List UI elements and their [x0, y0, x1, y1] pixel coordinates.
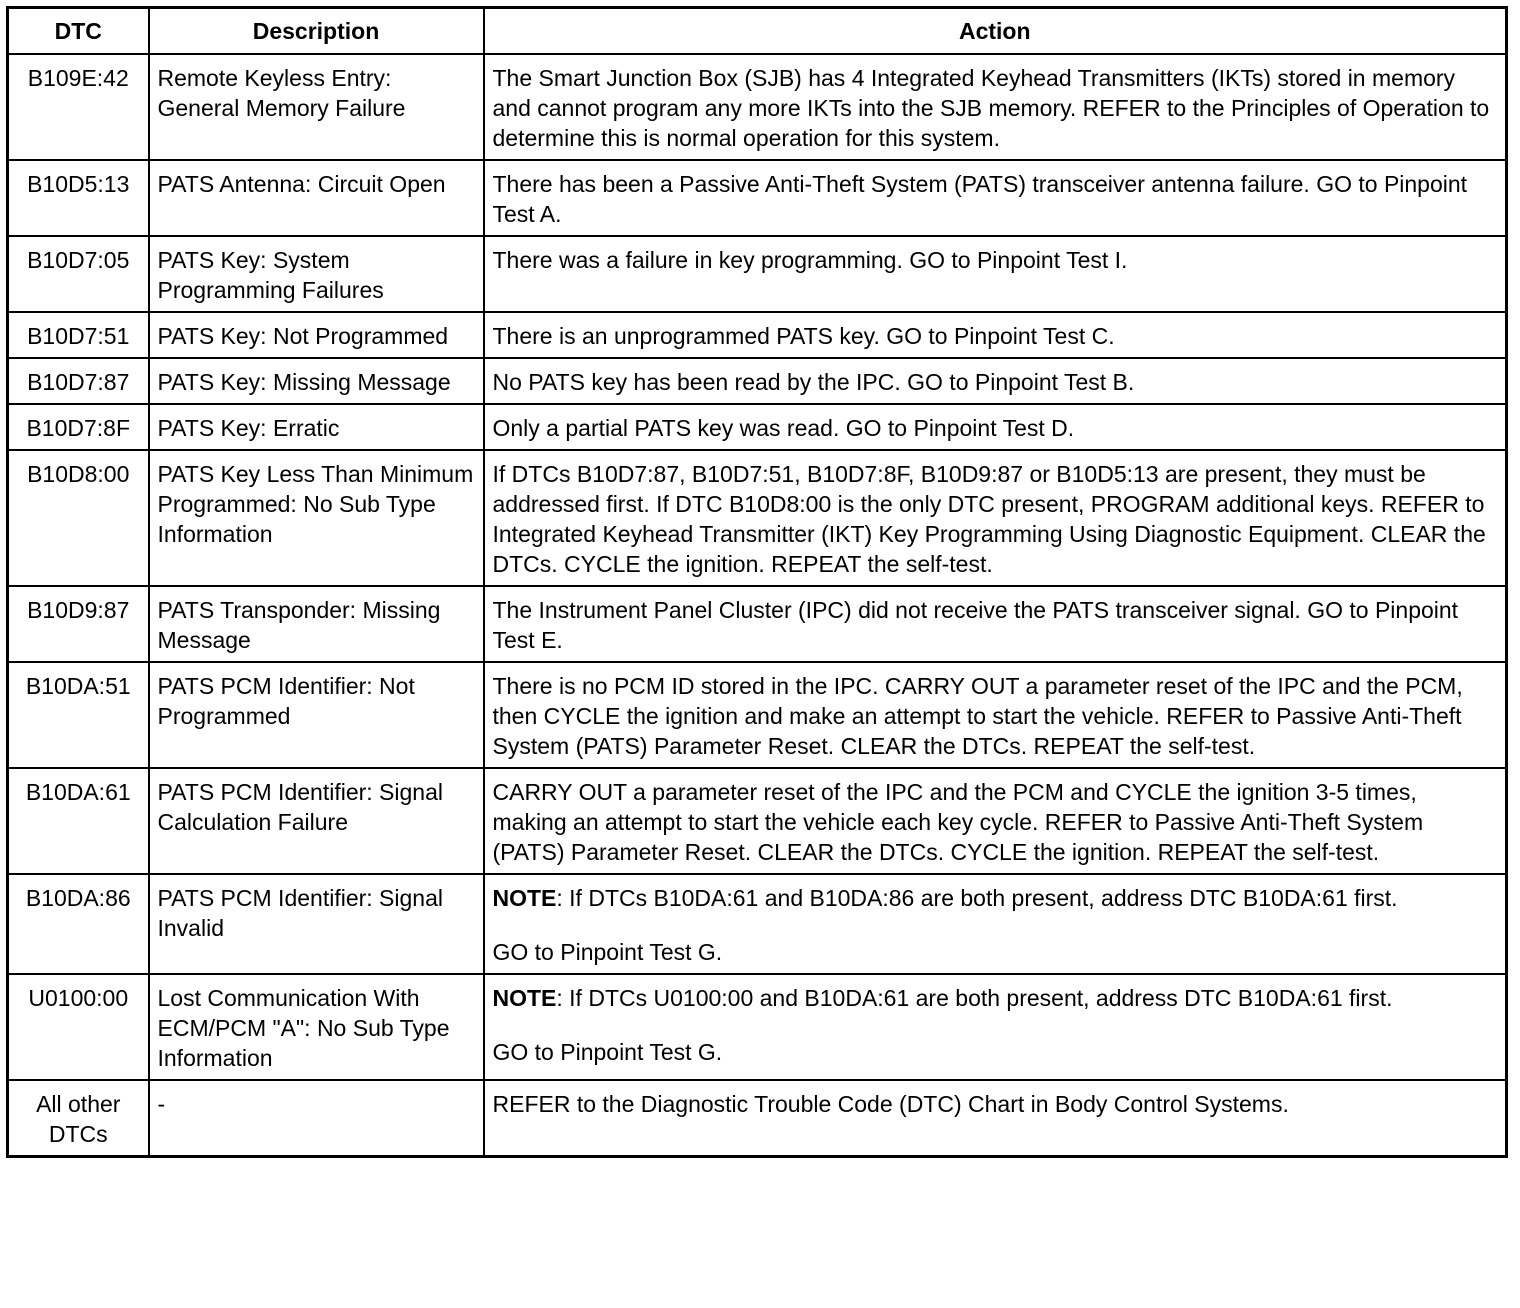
dtc-action: CARRY OUT a parameter reset of the IPC and the PCM and CYCLE the ignition 3-5 times, making an attempt to start the vehicle each key cycle. REFER to Passive Anti-Theft System (PATS) Parameter Reset. CLEAR the DTCs. CYCLE the ignition. REPEAT the self-test. [484, 768, 1507, 874]
dtc-action [484, 974, 1507, 1080]
table-row [8, 54, 1507, 160]
dtc-description: PATS Key Less Than Minimum Programmed: No Sub Type Information [149, 450, 484, 586]
dtc-action: No PATS key has been read by the IPC. GO to Pinpoint Test B. [484, 358, 1507, 404]
dtc-description: PATS PCM Identifier: Not Programmed [149, 662, 484, 768]
dtc-description: Remote Keyless Entry: General Memory Failure [149, 54, 484, 160]
dtc-description: PATS Key: Not Programmed [149, 312, 484, 358]
dtc-description: PATS PCM Identifier: Signal Invalid [149, 874, 484, 974]
dtc-code: B10D8:00 [8, 450, 149, 586]
note-label: NOTE [492, 985, 557, 1011]
dtc-description: PATS PCM Identifier: Signal Calculation Failure [149, 768, 484, 874]
dtc-description: PATS Key: Erratic [149, 404, 484, 450]
note-label: NOTE [492, 885, 557, 911]
dtc-code: B10D7:05 [8, 236, 149, 312]
dtc-action: The Instrument Panel Cluster (IPC) did not receive the PATS transceiver signal. GO to Pinpoint Test E. [484, 586, 1507, 662]
table-row [8, 974, 1507, 1080]
dtc-action: There has been a Passive Anti-Theft System (PATS) transceiver antenna failure. GO to Pinpoint Test A. [484, 160, 1507, 236]
note-text: : If DTCs U0100:00 and B10DA:61 are both present, address DTC B10DA:61 first. [556, 985, 1393, 1011]
table-row [8, 586, 1507, 662]
dtc-description: Lost Communication With ECM/PCM "A": No Sub Type Information [149, 974, 484, 1080]
table-row [8, 874, 1507, 974]
table-row [8, 236, 1507, 312]
table-row [8, 404, 1507, 450]
dtc-description: - [149, 1080, 484, 1157]
dtc-action: Only a partial PATS key was read. GO to Pinpoint Test D. [484, 404, 1507, 450]
dtc-description: PATS Antenna: Circuit Open [149, 160, 484, 236]
note-line [493, 983, 1498, 1013]
action-text: GO to Pinpoint Test G. [492, 1039, 723, 1065]
table-row [8, 662, 1507, 768]
dtc-code: B10D7:87 [8, 358, 149, 404]
dtc-code: B10DA:51 [8, 662, 149, 768]
dtc-action: REFER to the Diagnostic Trouble Code (DTC) Chart in Body Control Systems. [484, 1080, 1507, 1157]
table-row [8, 312, 1507, 358]
dtc-description: PATS Key: System Programming Failures [149, 236, 484, 312]
dtc-action [484, 874, 1507, 974]
dtc-table [6, 6, 1508, 1158]
note-text: : If DTCs B10DA:61 and B10DA:86 are both present, address DTC B10DA:61 first. [556, 885, 1398, 911]
dtc-action: There is no PCM ID stored in the IPC. CARRY OUT a parameter reset of the IPC and the PCM, then CYCLE the ignition and make an attempt to start the vehicle. REFER to Passive Anti-Theft System (PATS) Parameter Reset. CLEAR the DTCs. REPEAT the self-test. [484, 662, 1507, 768]
dtc-code: B10D7:51 [8, 312, 149, 358]
table-row [8, 450, 1507, 586]
table-row [8, 160, 1507, 236]
header-row [8, 8, 1507, 55]
dtc-description: PATS Transponder: Missing Message [149, 586, 484, 662]
header-action: Action [484, 8, 1507, 55]
dtc-description: PATS Key: Missing Message [149, 358, 484, 404]
note-line [493, 883, 1498, 913]
dtc-action: If DTCs B10D7:87, B10D7:51, B10D7:8F, B10D9:87 or B10D5:13 are present, they must be addressed first. If DTC B10D8:00 is the only DTC present, PROGRAM additional keys. REFER to Integrated Keyhead Transmitter (IKT) Key Programming Using Diagnostic Equipment. CLEAR the DTCs. CYCLE the ignition. REPEAT the self-test. [484, 450, 1507, 586]
dtc-code: B10DA:61 [8, 768, 149, 874]
dtc-action: There was a failure in key programming. GO to Pinpoint Test I. [484, 236, 1507, 312]
dtc-code: B10D7:8F [8, 404, 149, 450]
dtc-action: There is an unprogrammed PATS key. GO to Pinpoint Test C. [484, 312, 1507, 358]
header-description: Description [149, 8, 484, 55]
dtc-action: The Smart Junction Box (SJB) has 4 Integrated Keyhead Transmitters (IKTs) stored in memory and cannot program any more IKTs into the SJB memory. REFER to the Principles of Operation to determine this is normal operation for this system. [484, 54, 1507, 160]
table-row [8, 1080, 1507, 1157]
dtc-code: B10DA:86 [8, 874, 149, 974]
dtc-code: U0100:00 [8, 974, 149, 1080]
dtc-code: B10D9:87 [8, 586, 149, 662]
table-row [8, 768, 1507, 874]
dtc-code: All other DTCs [8, 1080, 149, 1157]
header-dtc: DTC [8, 8, 149, 55]
table-row [8, 358, 1507, 404]
action-text: GO to Pinpoint Test G. [492, 939, 723, 965]
dtc-code: B10D5:13 [8, 160, 149, 236]
dtc-code: B109E:42 [8, 54, 149, 160]
